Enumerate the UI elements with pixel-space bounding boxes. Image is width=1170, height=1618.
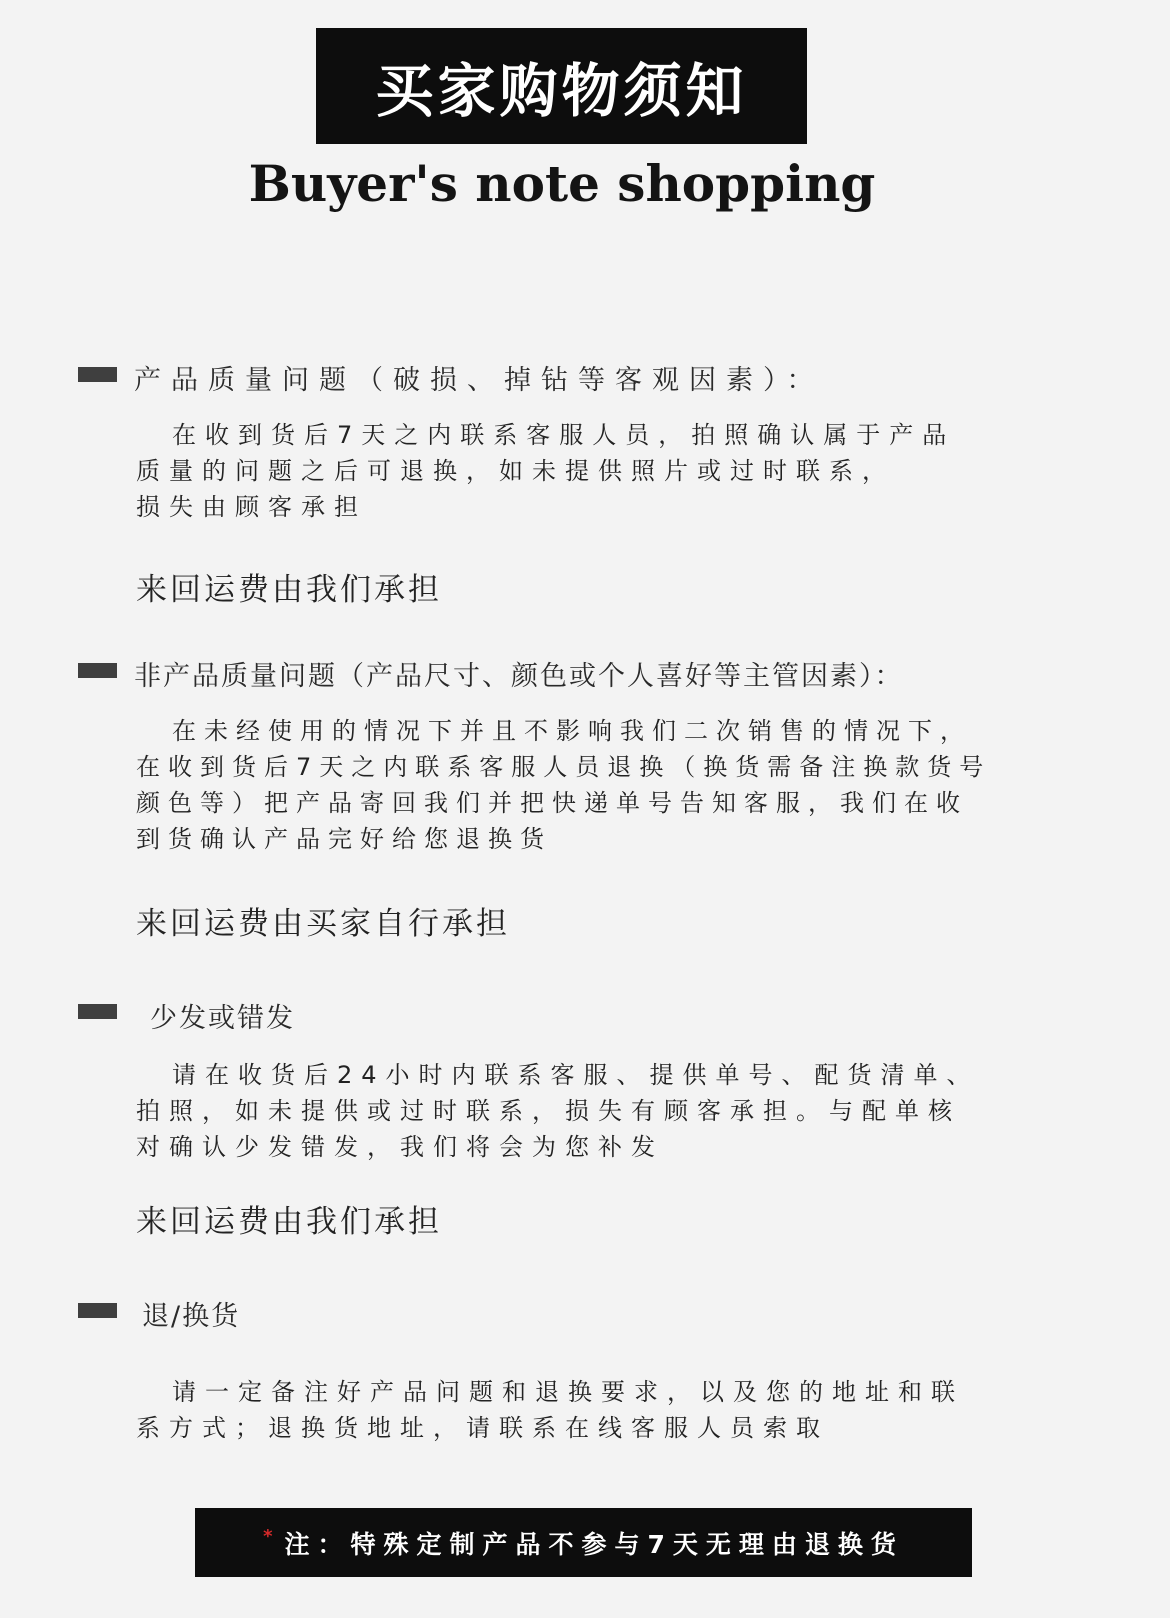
section-heading: 退/换货	[142, 1301, 241, 1332]
page-subtitle: Buyer's note shopping	[248, 154, 876, 213]
section-marker-bar	[78, 367, 117, 382]
footer-notice-text: 注：特殊定制产品不参与7天无理由退换货	[284, 1529, 904, 1559]
section-paragraph: 在未经使用的情况下并且不影响我们二次销售的情况下， 在收到货后7天之内联系客服人员退换（换货需备注换款货号 颜色等）把产品寄回我们并把快递单号告知客服，我们在收 到货确认产品完好给您退换货	[136, 717, 992, 853]
page-title: 买家购物须知	[375, 57, 748, 125]
section-paragraph: 请在收货后24小时内联系客服、提供单号、配货清单、 拍照，如未提供或过时联系，损失有顾客承担。与配单核 对确认少发错发，我们将会为您补发	[136, 1061, 980, 1161]
section-shipping-note: 来回运费由我们承担	[136, 1204, 442, 1240]
section-paragraph: 请一定备注好产品问题和退换要求，以及您的地址和联 系方式；退换货地址，请联系在线客服人员索取	[136, 1378, 964, 1442]
footer-notice-banner	[195, 1508, 972, 1577]
asterisk-icon: *	[263, 1526, 281, 1547]
section-heading: 非产品质量问题（产品尺寸、颜色或个人喜好等主管因素）：	[134, 661, 904, 692]
section-marker-bar	[78, 1004, 117, 1019]
section-marker-bar	[78, 663, 117, 678]
section-shipping-note: 来回运费由我们承担	[136, 572, 442, 608]
section-heading: 产品质量问题（破损、掉钻等客观因素）：	[134, 365, 824, 396]
section-marker-bar	[78, 1303, 117, 1318]
section-heading: 少发或错发	[150, 1003, 295, 1034]
page-title-banner	[316, 28, 807, 144]
section-paragraph: 在收到货后7天之内联系客服人员，拍照确认属于产品 质量的问题之后可退换，如未提供照片或过时联系， 损失由顾客承担	[136, 421, 956, 521]
section-shipping-note: 来回运费由买家自行承担	[136, 906, 510, 942]
